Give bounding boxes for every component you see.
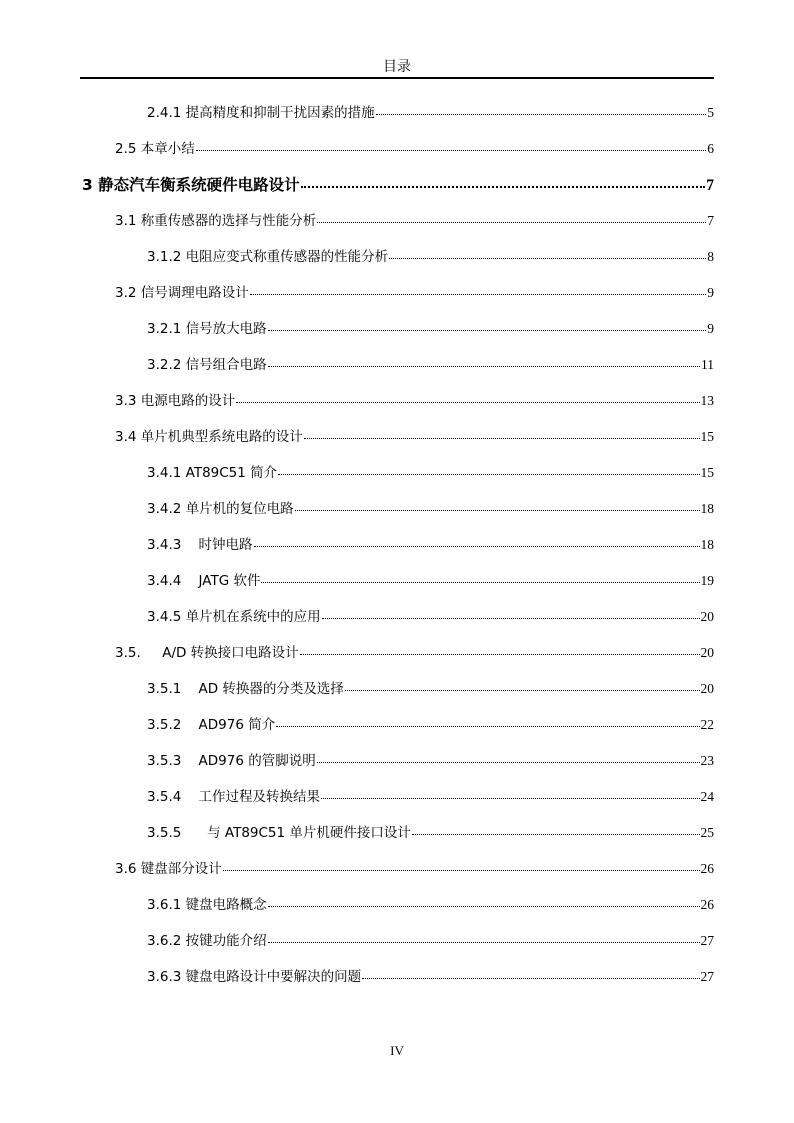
toc-entry-page: 22 <box>700 717 714 732</box>
toc-entry-page: 9 <box>707 285 714 300</box>
toc-leader-dots <box>317 762 700 763</box>
toc-leader-dots <box>268 906 700 907</box>
page-number: IV <box>390 1043 404 1058</box>
toc-entry[interactable] <box>147 248 714 266</box>
toc-leader-dots <box>268 366 700 367</box>
toc-leader-dots <box>376 114 707 115</box>
toc-entry-page: 6 <box>707 141 714 156</box>
toc-leader-dots <box>236 402 699 403</box>
toc-entry[interactable] <box>115 644 714 662</box>
toc-entry-title: 3.1.2 电阻应变式称重传感器的性能分析 <box>147 249 389 265</box>
toc-entry-page: 23 <box>700 753 714 768</box>
toc-entry-title: 3.2 信号调理电路设计 <box>115 285 249 301</box>
toc-leader-dots <box>250 294 706 295</box>
toc-entry-page: 7 <box>706 177 714 194</box>
toc-entry-page: 26 <box>700 861 714 876</box>
toc-leader-dots <box>223 870 700 871</box>
toc-entry-page: 11 <box>701 357 714 372</box>
toc-entry[interactable] <box>147 572 714 590</box>
toc-entry-title: 3.4.3 时钟电路 <box>147 537 253 553</box>
toc-entry-title: 3.6.3 键盘电路设计中要解决的问题 <box>147 969 362 985</box>
toc-entry[interactable] <box>147 968 714 986</box>
toc-entry[interactable] <box>147 932 714 950</box>
toc-leader-dots <box>261 582 699 583</box>
toc-entry-page: 18 <box>700 501 714 516</box>
toc-entry-page: 9 <box>707 321 714 336</box>
toc-entry-title: 3.6.2 按键功能介绍 <box>147 933 267 949</box>
toc-leader-dots <box>304 438 700 439</box>
toc-leader-dots <box>196 150 706 151</box>
toc-entry-title: 2.5 本章小结 <box>115 141 195 157</box>
toc-entry-page: 24 <box>700 789 714 804</box>
toc-leader-dots <box>268 330 707 331</box>
toc-entry[interactable] <box>147 464 714 482</box>
toc-entry-title: 3.4.2 单片机的复位电路 <box>147 501 294 517</box>
toc-entry-title: 3.4.1 AT89C51 简介 <box>147 465 278 481</box>
toc-entry-title: 3.5.5 与 AT89C51 单片机硬件接口设计 <box>147 825 411 841</box>
toc-entry-title: 2.4.1 提高精度和抑制干扰因素的措施 <box>147 105 375 121</box>
toc-entry-title: 3.5.4 工作过程及转换结果 <box>147 789 321 805</box>
toc-leader-dots <box>276 726 699 727</box>
toc-entry-title: 3.2.1 信号放大电路 <box>147 321 267 337</box>
toc-entry-title: 3.3 电源电路的设计 <box>115 393 236 409</box>
toc-entry-page: 20 <box>700 609 714 624</box>
toc-entry-title: 3 静态汽车衡系统硬件电路设计 <box>82 176 300 194</box>
toc-leader-dots <box>301 186 706 188</box>
toc-leader-dots <box>389 258 706 259</box>
toc-entry-page: 15 <box>700 465 714 480</box>
toc-entry[interactable] <box>147 680 714 698</box>
toc-entry-title: 3.2.2 信号组合电路 <box>147 357 267 373</box>
toc-entry[interactable] <box>147 104 714 122</box>
toc-entry[interactable] <box>147 752 714 770</box>
toc-entry-page: 26 <box>700 897 714 912</box>
toc-entry[interactable] <box>115 860 714 878</box>
toc-entry-page: 8 <box>707 249 714 264</box>
toc-entry[interactable] <box>147 320 714 338</box>
toc-entry[interactable] <box>115 212 714 230</box>
toc-entry[interactable] <box>115 392 714 410</box>
toc-entry[interactable] <box>147 500 714 518</box>
toc-entry[interactable] <box>115 428 714 446</box>
toc-entry-page: 18 <box>700 537 714 552</box>
toc-entry-page: 20 <box>700 645 714 660</box>
toc-entry[interactable] <box>115 284 714 302</box>
page-header-title: 目录 <box>383 59 411 75</box>
toc-leader-dots <box>362 978 699 979</box>
toc-entry-page: 7 <box>707 213 714 228</box>
toc-leader-dots <box>295 510 700 511</box>
toc-entry-page: 20 <box>700 681 714 696</box>
toc-entry-page: 15 <box>700 429 714 444</box>
toc-entry[interactable] <box>147 356 714 374</box>
toc-entry[interactable] <box>147 536 714 554</box>
toc-entry[interactable] <box>147 716 714 734</box>
toc-entry[interactable] <box>82 176 714 195</box>
toc-entry-title: 3.1 称重传感器的选择与性能分析 <box>115 213 317 229</box>
toc-entry-page: 5 <box>707 105 714 120</box>
toc-leader-dots <box>254 546 700 547</box>
toc-entry[interactable] <box>147 896 714 914</box>
toc-entry[interactable] <box>147 788 714 806</box>
toc-entry-title: 3.5.2 AD976 简介 <box>147 717 276 733</box>
toc-leader-dots <box>345 690 700 691</box>
toc-entry-title: 3.4 单片机典型系统电路的设计 <box>115 429 303 445</box>
toc-entry-title: 3.5.1 AD 转换器的分类及选择 <box>147 681 344 697</box>
toc-entry-title: 3.5.3 AD976 的管脚说明 <box>147 753 316 769</box>
toc-entry-page: 27 <box>700 969 714 984</box>
toc-entry-title: 3.5. A/D 转换接口电路设计 <box>115 645 299 661</box>
toc-entry-title: 3.4.4 JATG 软件 <box>147 573 261 589</box>
toc-entry-page: 13 <box>700 393 714 408</box>
toc-entry-page: 27 <box>700 933 714 948</box>
toc-entry-title: 3.6 键盘部分设计 <box>115 861 222 877</box>
toc-leader-dots <box>300 654 700 655</box>
toc-entry-title: 3.6.1 键盘电路概念 <box>147 897 267 913</box>
toc-entry-page: 25 <box>700 825 714 840</box>
toc-entry-page: 19 <box>700 573 714 588</box>
toc-leader-dots <box>322 618 700 619</box>
toc-leader-dots <box>317 222 706 223</box>
toc-leader-dots <box>278 474 699 475</box>
toc-leader-dots <box>268 942 700 943</box>
toc-leader-dots <box>412 834 700 835</box>
toc-entry[interactable] <box>115 140 714 158</box>
toc-entry-title: 3.4.5 单片机在系统中的应用 <box>147 609 321 625</box>
toc-entry[interactable] <box>147 824 714 842</box>
toc-entry[interactable] <box>147 608 714 626</box>
toc-leader-dots <box>321 798 699 799</box>
header-rule <box>80 77 714 79</box>
